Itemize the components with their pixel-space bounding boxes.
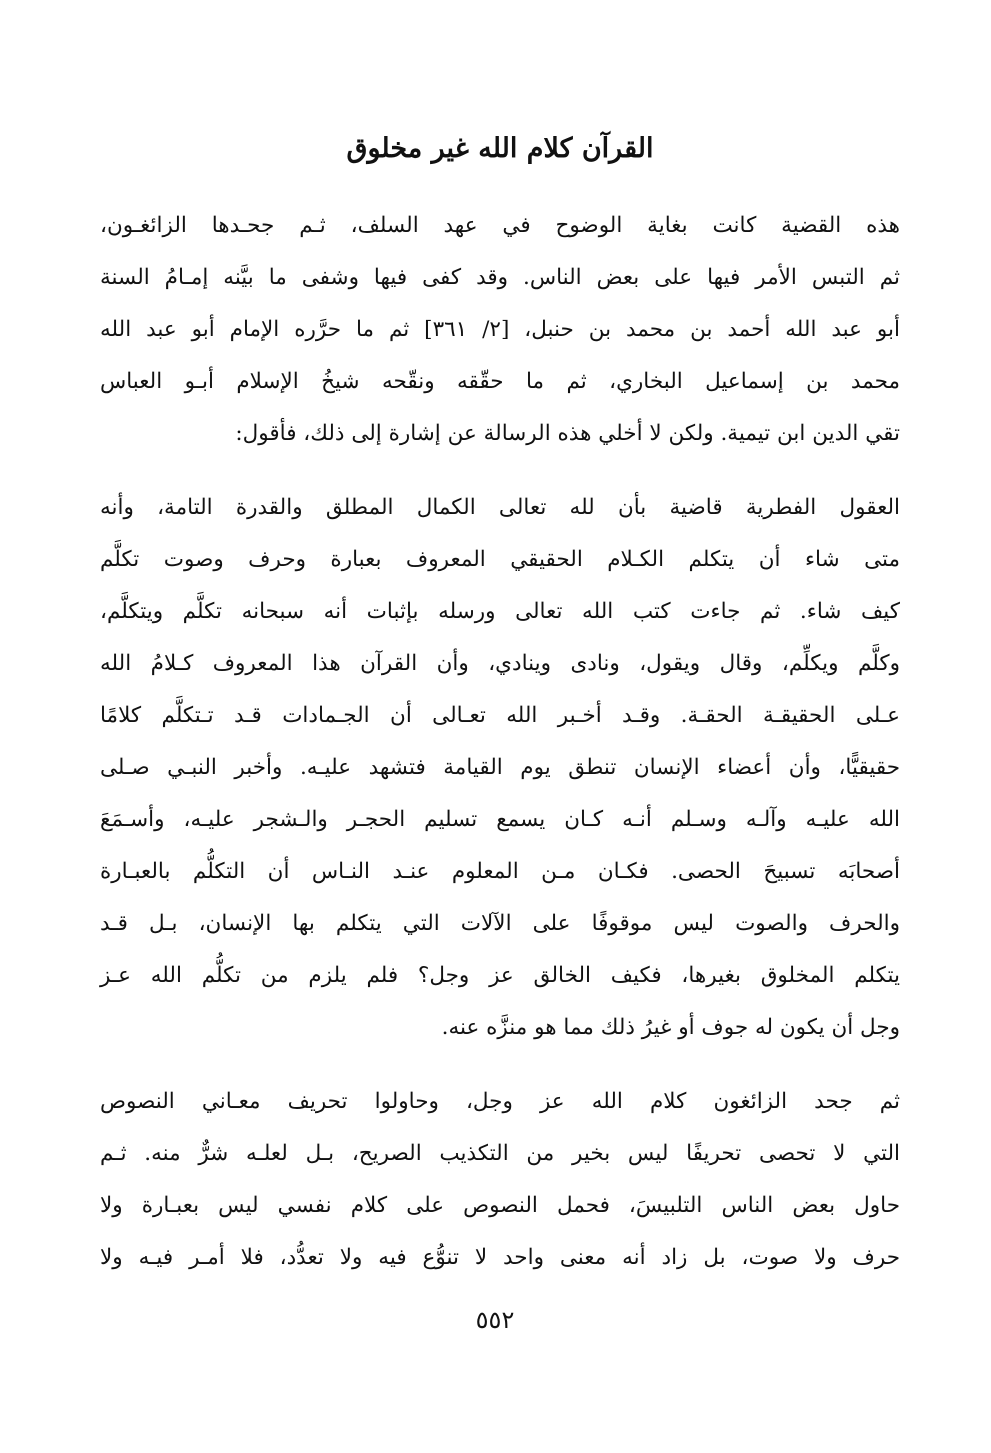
paragraph-2	[100, 482, 900, 1054]
text-line: وجل أن يكون له جوف أو غيرُ ذلك مما هو منزَّه عنه.	[441, 1015, 900, 1040]
text-line: عـلى الحقيقـة الحقـة. وقـد أخـبر الله تعـالى أن الجـمادات قـد تـتكلَّم كلامًا	[100, 703, 901, 728]
text-line: العقول الفطرية قاضية بأن لله تعالى الكمال المطلق والقدرة التامة، وأنه	[100, 495, 900, 520]
text-line: هذه القضية كانت بغاية الوضوح في عهد السلف، ثـم جحـدها الزائغـون،	[100, 213, 900, 238]
text-line: والحرف والصوت ليس موقوفًا على الآلات التي يتكلم بها الإنسان، بـل قـد	[100, 911, 900, 936]
paragraph-3	[100, 1076, 900, 1284]
text-line: ثم التبس الأمر فيها على بعض الناس. وقد كفى فيها وشفى ما بيَّنه إمـامُ السنة	[100, 265, 900, 290]
text-line: يتكلم المخلوق بغيرها، فكيف الخالق عز وجل؟ فلم يلزم من تكلُّم الله عـز	[100, 963, 900, 988]
text-line: حرف ولا صوت، بل زاد أنه معنى واحد لا تنوُّع فيه ولا تعدُّد، فلا أمـر فيـه ولا	[100, 1245, 900, 1270]
text-line: حاول بعض الناس التلبيسَ، فحمل النصوص على كلام نفسي ليس بعبـارة ولا	[100, 1193, 900, 1218]
text-line: وكلَّم ويكلِّم، وقال ويقول، ونادى وينادي، وأن القرآن هذا المعروف كـلامُ الله	[100, 651, 900, 676]
body-text	[100, 200, 900, 1284]
text-line: التي لا تحصى تحريفًا ليس بخير من التكذيب الصريح، بـل لعلـه شرٌّ منه. ثـم	[100, 1141, 900, 1166]
text-line: ثم جحد الزائغون كلام الله عز وجل، وحاولوا تحريف معـاني النصوص	[100, 1089, 900, 1114]
page-number: ٥٥٢	[475, 1306, 515, 1334]
text-line: كيف شاء. ثم جاءت كتب الله تعالى ورسله بإثبات أنه سبحانه تكلَّم ويتكلَّم،	[100, 599, 900, 624]
text-line: حقيقيًّا، وأن أعضاء الإنسان تنطق يوم القيامة فتشهد عليـه. وأخبر النبـي صـلى	[100, 755, 900, 780]
paragraph-1	[100, 200, 900, 460]
text-line: متى شاء أن يتكلم الكـلام الحقيقي المعروف بعبارة وحرف وصوت تكلَّم	[100, 547, 900, 572]
text-line: أبو عبد الله أحمد بن محمد بن حنبل، [٢/ ٣٦١] ثم ما حرَّره الإمام أبو عبد الله	[100, 317, 900, 342]
text-line: تقي الدين ابن تيمية. ولكن لا أخلي هذه الرسالة عن إشارة إلى ذلك، فأقول:	[235, 421, 900, 446]
text-line: محمد بن إسماعيل البخاري، ثم ما حقّقه ونقّحه شيخُ الإسلام أبـو العباس	[100, 369, 900, 394]
chapter-title: القرآن كلام الله غير مخلوق	[346, 133, 654, 164]
text-line: الله عليـه وآلـه وسـلم أنـه كـان يسمع تسليم الحجـر والـشجر عليـه، وأسـمَعَ	[100, 807, 900, 832]
text-line: أصحابَه تسبيحَ الحصى. فكـان مـن المعلوم عنـد النـاس أن التكلُّم بالعبـارة	[100, 859, 900, 884]
